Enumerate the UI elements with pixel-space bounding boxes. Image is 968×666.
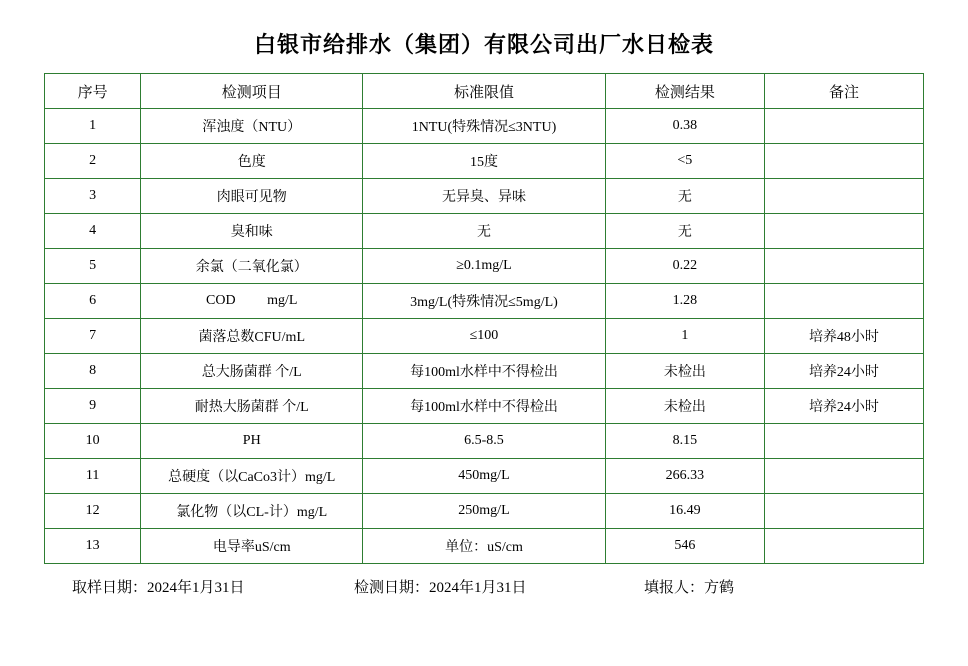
table-body [45, 109, 924, 564]
cell-no: 10 [45, 424, 141, 459]
table-header-row [45, 74, 924, 109]
table-row [45, 179, 924, 214]
cell-no: 5 [45, 249, 141, 284]
cell-item: 臭和味 [141, 214, 363, 249]
table-row [45, 354, 924, 389]
cell-remark [764, 249, 923, 284]
cell-remark: 培养48小时 [764, 319, 923, 354]
page-title: 白银市给排水（集团）有限公司出厂水日检表 [253, 32, 714, 57]
cell-item: 氯化物（以CL-计）mg/L [141, 494, 363, 529]
cell-item: PH [141, 424, 363, 459]
water-quality-table [44, 73, 924, 564]
test-date-label: 检测日期：2024年1月31日 [354, 580, 527, 596]
cell-no: 4 [45, 214, 141, 249]
reporter-label: 填报人：方鹤 [644, 580, 735, 596]
cell-remark: 培养24小时 [764, 389, 923, 424]
cell-item: 耐热大肠菌群 个/L [141, 389, 363, 424]
cell-no: 2 [45, 144, 141, 179]
header-cell-limit: 标准限值 [363, 74, 606, 109]
cell-item-text: COD mg/L [206, 293, 298, 308]
sampling-date-label: 取样日期：2024年1月31日 [72, 580, 245, 596]
table-row [45, 144, 924, 179]
cell-limit: 1NTU(特殊情况≤3NTU) [363, 109, 606, 144]
header-cell-remark: 备注 [764, 74, 923, 109]
cell-result: 1 [605, 319, 764, 354]
table-row [45, 109, 924, 144]
cell-result: 546 [605, 529, 764, 564]
table-row [45, 214, 924, 249]
cell-item: 浑浊度（NTU） [141, 109, 363, 144]
cell-result: 266.33 [605, 459, 764, 494]
header-cell-item: 检测项目 [141, 74, 363, 109]
cell-limit: 15度 [363, 144, 606, 179]
table-row [45, 494, 924, 529]
cell-remark [764, 284, 923, 319]
cell-item: 菌落总数CFU/mL [141, 319, 363, 354]
cell-limit: 无异臭、异味 [363, 179, 606, 214]
cell-limit: 每100ml水样中不得检出 [363, 354, 606, 389]
cell-remark [764, 494, 923, 529]
header-cell-result: 检测结果 [605, 74, 764, 109]
cell-item: 电导率uS/cm [141, 529, 363, 564]
cell-result: 未检出 [605, 354, 764, 389]
cell-no: 11 [45, 459, 141, 494]
cell-no: 8 [45, 354, 141, 389]
cell-limit: 6.5-8.5 [363, 424, 606, 459]
cell-no: 12 [45, 494, 141, 529]
cell-no: 3 [45, 179, 141, 214]
table-row [45, 249, 924, 284]
footer [44, 564, 924, 597]
cell-no: 13 [45, 529, 141, 564]
cell-result: 无 [605, 179, 764, 214]
cell-no: 6 [45, 284, 141, 319]
cell-no: 7 [45, 319, 141, 354]
cell-remark [764, 144, 923, 179]
cell-item: 色度 [141, 144, 363, 179]
cell-item: 肉眼可见物 [141, 179, 363, 214]
cell-limit: 每100ml水样中不得检出 [363, 389, 606, 424]
cell-result: 无 [605, 214, 764, 249]
cell-remark [764, 424, 923, 459]
table-row [45, 389, 924, 424]
cell-remark [764, 214, 923, 249]
cell-no: 1 [45, 109, 141, 144]
cell-limit: ≥0.1mg/L [363, 249, 606, 284]
table-row [45, 284, 924, 319]
cell-item [141, 284, 363, 319]
table-header [45, 74, 924, 109]
table-row [45, 529, 924, 564]
cell-limit: 3mg/L(特殊情况≤5mg/L) [363, 284, 606, 319]
cell-result: 8.15 [605, 424, 764, 459]
cell-limit: 单位：uS/cm [363, 529, 606, 564]
cell-remark [764, 459, 923, 494]
cell-limit: 450mg/L [363, 459, 606, 494]
cell-limit: 无 [363, 214, 606, 249]
cell-result: 16.49 [605, 494, 764, 529]
cell-result: 未检出 [605, 389, 764, 424]
header-cell-no: 序号 [45, 74, 141, 109]
cell-remark: 培养24小时 [764, 354, 923, 389]
cell-remark [764, 529, 923, 564]
cell-result: 0.22 [605, 249, 764, 284]
cell-item: 总大肠菌群 个/L [141, 354, 363, 389]
table-row [45, 424, 924, 459]
cell-limit: ≤100 [363, 319, 606, 354]
cell-result: 1.28 [605, 284, 764, 319]
cell-remark [764, 109, 923, 144]
cell-result: 0.38 [605, 109, 764, 144]
report-table-container [44, 73, 924, 564]
cell-no: 9 [45, 389, 141, 424]
table-row [45, 459, 924, 494]
cell-result: <5 [605, 144, 764, 179]
cell-remark [764, 179, 923, 214]
cell-item: 余氯（二氧化氯） [141, 249, 363, 284]
table-row [45, 319, 924, 354]
cell-limit: 250mg/L [363, 494, 606, 529]
cell-item: 总硬度（以CaCo3计）mg/L [141, 459, 363, 494]
